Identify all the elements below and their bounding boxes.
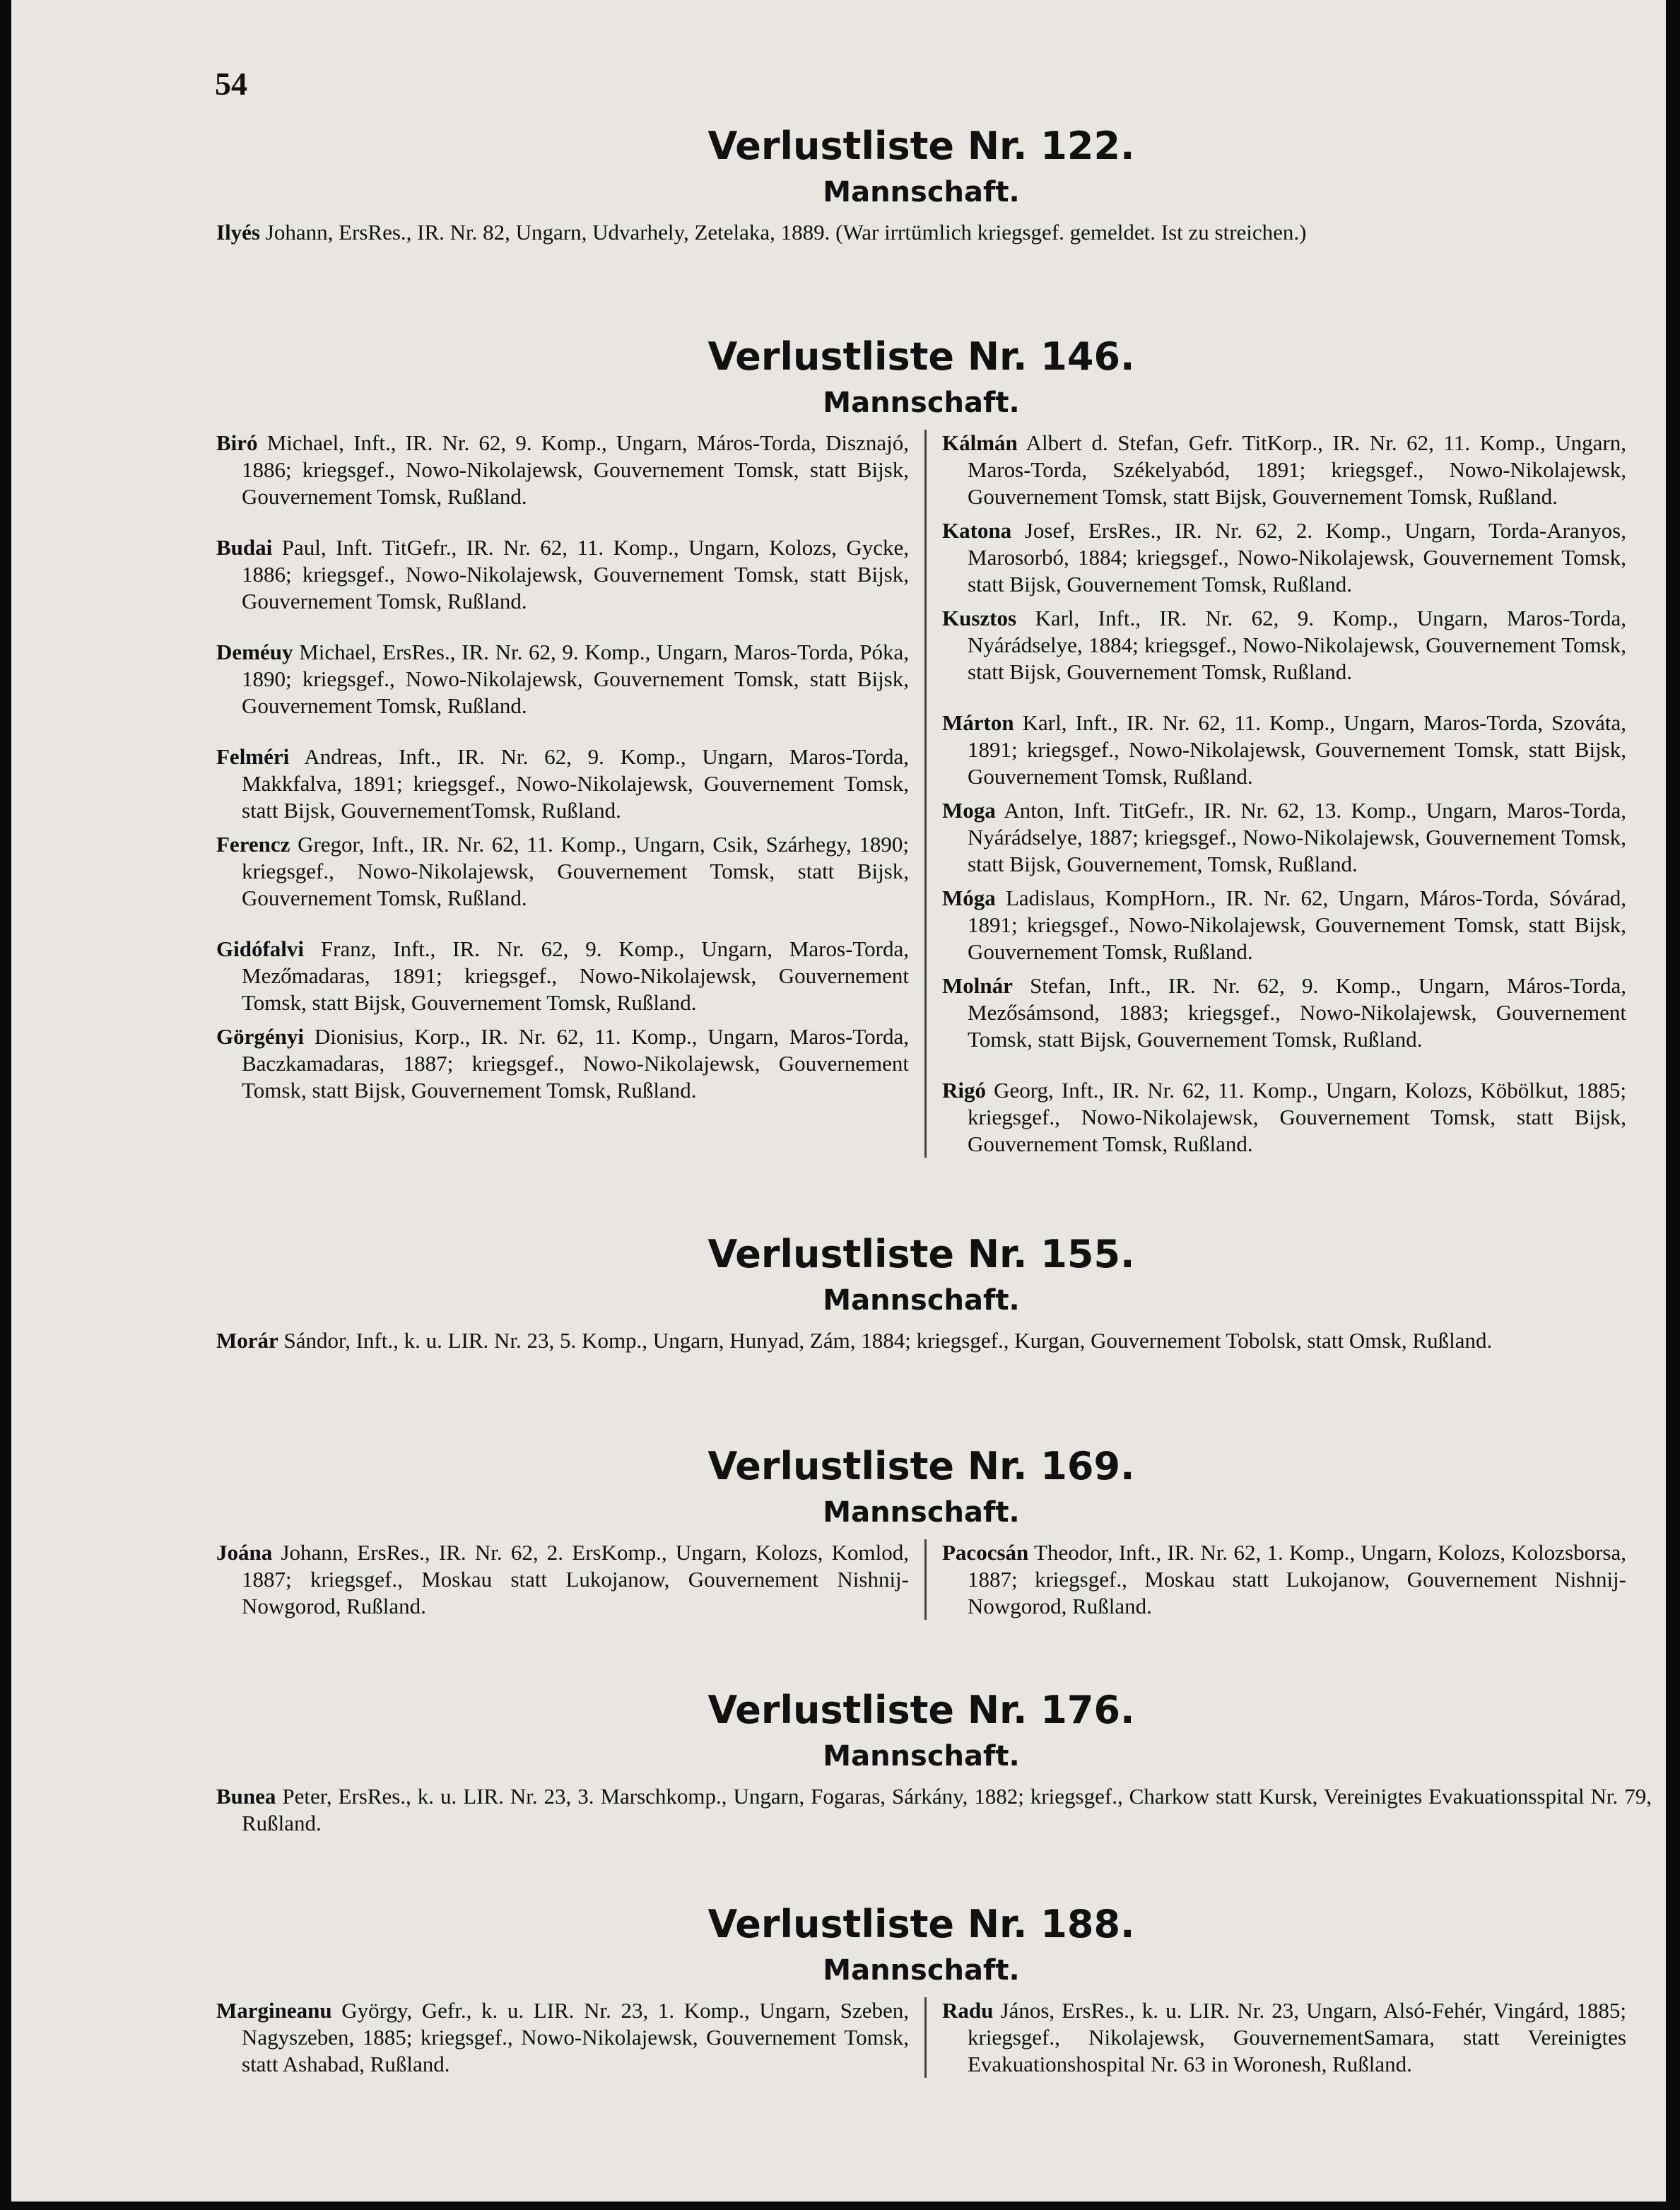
entry-text: Georg, Inft., IR. Nr. 62, 11. Komp., Ungarn, Kolozs, Köbölkut, 1885; kriegsgef., Nowo-Nikolajewsk, Gouvernement Tomsk, statt Bijsk, Gouvernement Tomsk, Rußland.	[968, 1078, 1626, 1156]
section-subtitle: Mannschaft.	[823, 1496, 1020, 1529]
section-verlustliste-188	[216, 1900, 1626, 2078]
right-column	[924, 1997, 1626, 2078]
two-column-list	[216, 1539, 1626, 1620]
list-entry	[216, 219, 1652, 246]
list-entry	[216, 1327, 1652, 1354]
entry-name: Joána	[216, 1540, 273, 1565]
list-entry	[216, 534, 909, 615]
list-entry	[942, 1077, 1626, 1158]
list-entry	[942, 797, 1626, 878]
entry-text: Theodor, Inft., IR. Nr. 62, 1. Komp., Ungarn, Kolozs, Kolozsborsa, 1887; kriegsgef., Moskau statt Lukojanow, Gouvernement Nishnij-Nowgorod, Rußland.	[968, 1540, 1626, 1618]
section-verlustliste-176	[216, 1686, 1652, 1837]
section-title: Verlustliste Nr. 176.	[707, 1688, 1135, 1732]
entry-name: Molnár	[942, 973, 1013, 998]
list-entry	[942, 1539, 1626, 1620]
entry-name: Ferencz	[216, 832, 290, 857]
entry-name: Radu	[942, 1998, 994, 2023]
entry-name: Deméuy	[216, 640, 293, 664]
section-title: Verlustliste Nr. 188.	[707, 1902, 1135, 1946]
entry-text: Johann, ErsRes., IR. Nr. 62, 2. ErsKomp., Ungarn, Kolozs, Komlod, 1887; kriegsgef., Moskau statt Lukojanow, Gouvernement Nishnij-Nowgorod, Rußland.	[242, 1540, 909, 1618]
entry-text: Franz, Inft., IR. Nr. 62, 9. Komp., Ungarn, Maros-Torda, Mezőmadaras, 1891; kriegsgef., Nowo-Nikolajewsk, Gouvernement Tomsk, statt Bijsk, Gouvernement Tomsk, Rußland.	[242, 936, 909, 1015]
entry-text: Michael, Inft., IR. Nr. 62, 9. Komp., Ungarn, Máros-Torda, Disznajó, 1886; kriegsgef., Nowo-Nikolajewsk, Gouvernement Tomsk, statt Bijsk, Gouvernement Tomsk, Rußland.	[242, 430, 909, 509]
entry-text: Anton, Inft. TitGefr., IR. Nr. 62, 13. Komp., Ungarn, Maros-Torda, Nyárádselye, 1887; kriegsgef., Nowo-Nikolajewsk, Gouvernement Tomsk, statt Bijsk, Gouvernement, Tomsk, Rußland.	[968, 798, 1626, 876]
entry-text: Stefan, Inft., IR. Nr. 62, 9. Komp., Ungarn, Máros-Torda, Mezősámsond, 1883; kriegsgef., Nowo-Nikolajewsk, Gouvernement Tomsk, statt Bijsk, Gouvernement Tomsk, Rußland.	[968, 973, 1626, 1052]
section-subtitle: Mannschaft.	[823, 1284, 1020, 1317]
entry-name: Margineanu	[216, 1998, 332, 2023]
entry-name: Bunea	[216, 1784, 276, 1809]
entry-name: Görgényi	[216, 1024, 304, 1049]
entry-name: Budai	[216, 535, 273, 560]
entry-name: Felméri	[216, 744, 290, 769]
entry-name: Pacocsán	[942, 1540, 1029, 1565]
entry-text: György, Gefr., k. u. LIR. Nr. 23, 1. Komp., Ungarn, Szeben, Nagyszeben, 1885; kriegsgef., Nowo-Nikolajewsk, Gouvernement Tomsk, statt Ashabad, Rußland.	[242, 1998, 909, 2076]
list-entry	[216, 1539, 909, 1620]
entry-name: Móga	[942, 886, 996, 910]
entry-text: Ladislaus, KompHorn., IR. Nr. 62, Ungarn, Máros-Torda, Sóvárad, 1891; kriegsgef., Nowo-Nikolajewsk, Gouvernement Tomsk, statt Bijsk, Gouvernement Tomsk, Rußland.	[968, 886, 1626, 964]
right-column	[924, 1539, 1626, 1620]
list-entry	[216, 1997, 909, 2078]
section-subtitle: Mannschaft.	[823, 387, 1020, 419]
entry-text: Karl, Inft., IR. Nr. 62, 9. Komp., Ungarn, Maros-Torda, Nyárádselye, 1884; kriegsgef., Nowo-Nikolajewsk, Gouvernement Tomsk, statt Bijsk, Gouvernement Tomsk, Rußland.	[968, 606, 1626, 684]
list-entry	[216, 430, 909, 510]
section-title: Verlustliste Nr. 155.	[707, 1232, 1135, 1276]
section-verlustliste-155	[216, 1230, 1626, 1354]
section-subtitle: Mannschaft.	[823, 176, 1020, 208]
section-subtitle: Mannschaft.	[823, 1954, 1020, 1987]
list-entry	[942, 605, 1626, 686]
entry-name: Rigó	[942, 1078, 986, 1103]
left-column	[216, 1539, 909, 1620]
list-entry	[942, 430, 1626, 510]
right-column	[924, 430, 1626, 1158]
page-number: 54	[215, 66, 247, 102]
list-entry	[216, 1023, 909, 1104]
list-entry	[942, 972, 1626, 1053]
section-verlustliste-146	[216, 332, 1626, 1158]
section-subtitle: Mannschaft.	[823, 1740, 1020, 1773]
entry-text: Andreas, Inft., IR. Nr. 62, 9. Komp., Ungarn, Maros-Torda, Makkfalva, 1891; kriegsgef., Nowo-Nikolajewsk, Gouvernement Tomsk, statt Bijsk, GouvernementTomsk, Rußland.	[242, 744, 909, 823]
entry-text: Josef, ErsRes., IR. Nr. 62, 2. Komp., Ungarn, Torda-Aranyos, Marosorbó, 1884; kriegsgef., Nowo-Nikolajewsk, Gouvernement Tomsk, statt Bijsk, Gouvernement Tomsk, Rußland.	[968, 518, 1626, 596]
list-entry	[942, 517, 1626, 598]
entry-name: Katona	[942, 518, 1012, 543]
section-title: Verlustliste Nr. 122.	[707, 124, 1135, 168]
section-verlustliste-169	[216, 1442, 1626, 1620]
section-title: Verlustliste Nr. 169.	[707, 1444, 1135, 1488]
list-entry	[216, 831, 909, 912]
entry-text: Michael, ErsRes., IR. Nr. 62, 9. Komp., Ungarn, Maros-Torda, Póka, 1890; kriegsgef., Nowo-Nikolajewsk, Gouvernement Tomsk, statt Bijsk, Gouvernement Tomsk, Rußland.	[242, 640, 909, 718]
entry-text: Paul, Inft. TitGefr., IR. Nr. 62, 11. Komp., Ungarn, Kolozs, Gycke, 1886; kriegsgef., Nowo-Nikolajewsk, Gouvernement Tomsk, statt Bijsk, Gouvernement Tomsk, Rußland.	[242, 535, 909, 613]
list-entry	[216, 639, 909, 719]
entry-name: Kálmán	[942, 430, 1018, 455]
left-column	[216, 1997, 909, 2078]
entry-text: Sándor, Inft., k. u. LIR. Nr. 23, 5. Komp., Ungarn, Hunyad, Zám, 1884; kriegsgef., Kurgan, Gouvernement Tobolsk, statt Omsk, Rußland.	[278, 1328, 1493, 1353]
list-entry	[216, 1783, 1652, 1837]
list-entry	[216, 936, 909, 1016]
entry-name: Kusztos	[942, 606, 1017, 630]
list-entry	[942, 885, 1626, 965]
entry-text: Dionisius, Korp., IR. Nr. 62, 11. Komp., Ungarn, Maros-Torda, Baczkamadaras, 1887; kriegsgef., Nowo-Nikolajewsk, Gouvernement Tomsk, statt Bijsk, Gouvernement Tomsk, Rußland.	[242, 1024, 909, 1103]
entry-text: Peter, ErsRes., k. u. LIR. Nr. 23, 3. Marschkomp., Ungarn, Fogaras, Sárkány, 1882; kriegsgef., Charkow statt Kursk, Vereinigtes Evakuationsspital Nr. 79, Rußland.	[242, 1784, 1652, 1835]
two-column-list	[216, 430, 1626, 1158]
entry-text: Albert d. Stefan, Gefr. TitKorp., IR. Nr. 62, 11. Komp., Ungarn, Maros-Torda, Székelyabód, 1891; kriegsgef., Nowo-Nikolajewsk, Gouvernement Tomsk, statt Bijsk, Gouvernement Tomsk, Rußland.	[968, 430, 1626, 509]
entry-name: Gidófalvi	[216, 936, 305, 961]
entry-name: Biró	[216, 430, 258, 455]
entry-name: Ilyés	[216, 220, 260, 245]
entry-text: Johann, ErsRes., IR. Nr. 82, Ungarn, Udvarhely, Zetelaka, 1889. (War irrtümlich kriegsgef. gemeldet. Ist zu streichen.)	[260, 220, 1307, 245]
entry-text: Karl, Inft., IR. Nr. 62, 11. Komp., Ungarn, Maros-Torda, Szováta, 1891; kriegsgef., Nowo-Nikolajewsk, Gouvernement Tomsk, statt Bijsk, Gouvernement Tomsk, Rußland.	[968, 710, 1626, 789]
entry-text: Gregor, Inft., IR. Nr. 62, 11. Komp., Ungarn, Csik, Szárhegy, 1890; kriegsgef., Nowo-Nikolajewsk, Gouvernement Tomsk, statt Bijsk, Gouvernement Tomsk, Rußland.	[242, 832, 909, 910]
list-entry	[216, 743, 909, 824]
section-verlustliste-122	[216, 122, 1626, 246]
entry-name: Márton	[942, 710, 1014, 735]
entry-name: Moga	[942, 798, 996, 823]
list-entry	[942, 710, 1626, 790]
section-title: Verlustliste Nr. 146.	[707, 334, 1135, 379]
list-entry	[942, 1997, 1626, 2078]
entry-name: Morár	[216, 1328, 278, 1353]
entry-text: János, ErsRes., k. u. LIR. Nr. 23, Ungarn, Alsó-Fehér, Vingárd, 1885; kriegsgef., Nikolajewsk, GouvernementSamara, statt Vereinigtes Evakuationshospital Nr. 63 in Woronesh, Rußland.	[968, 1998, 1626, 2076]
two-column-list	[216, 1997, 1626, 2078]
left-column	[216, 430, 909, 1158]
